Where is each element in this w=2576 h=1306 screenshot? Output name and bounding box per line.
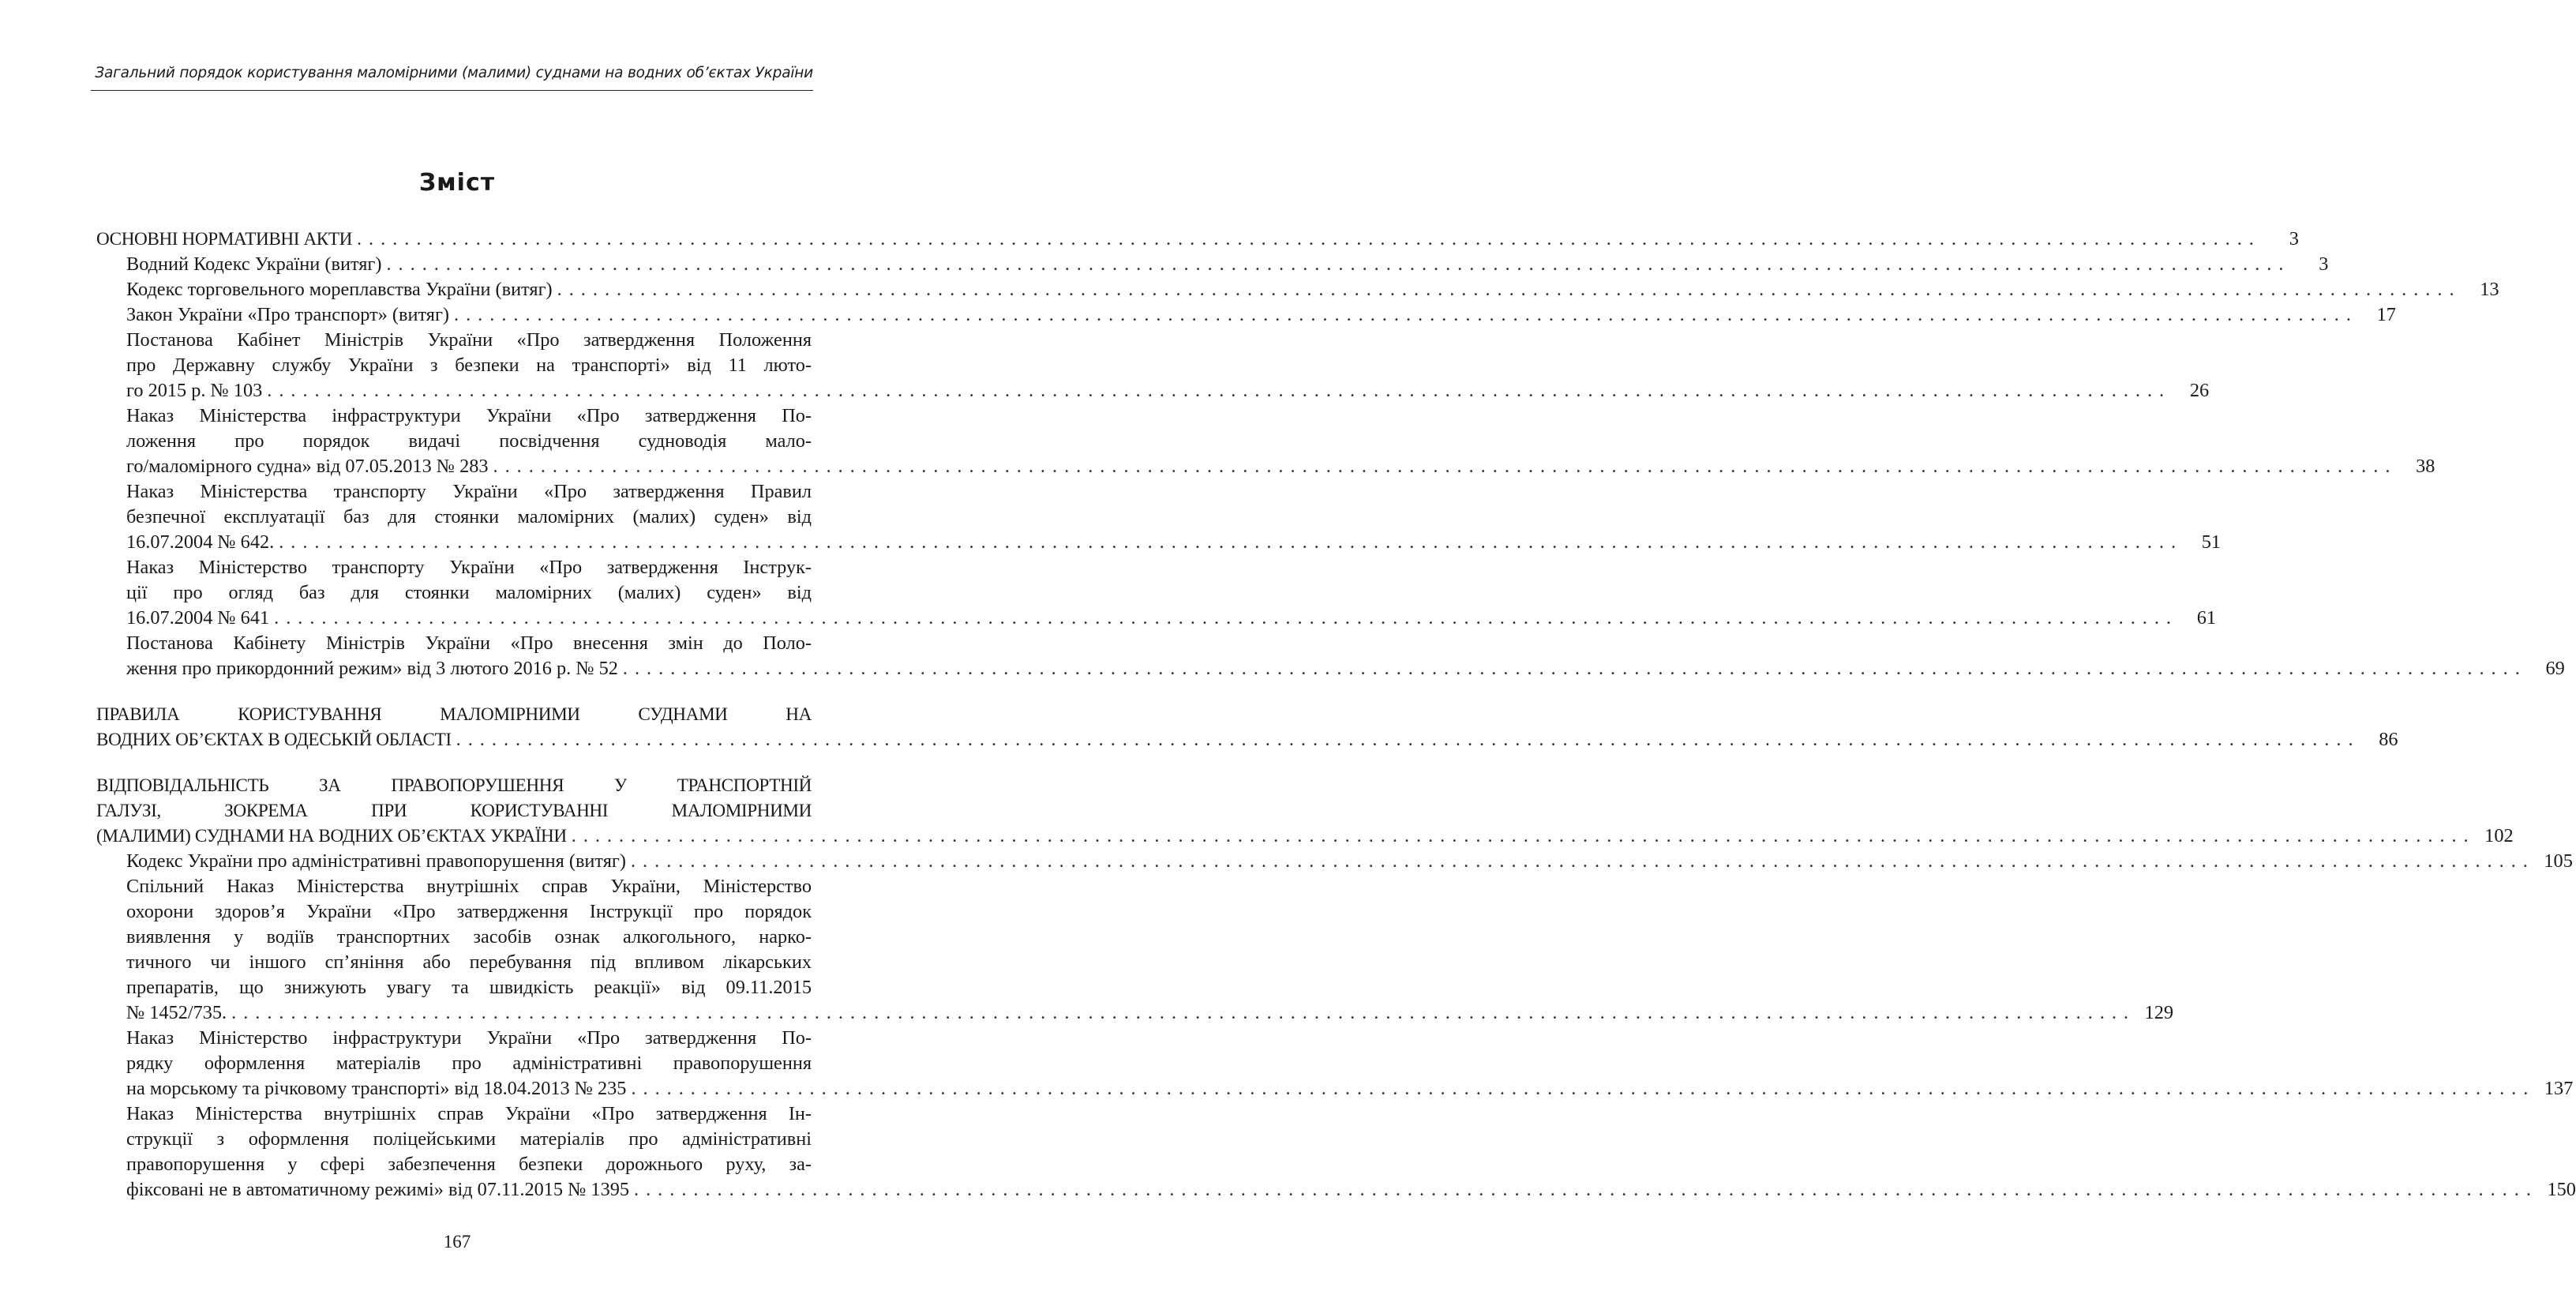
- toc-entry-line: ложення про порядок видачі посвідчення судноводія мало-: [126, 430, 812, 452]
- toc-entry-line: Наказ Міністерства внутрішніх справ України «Про затвердження Ін-: [126, 1103, 812, 1124]
- toc-page-number: 129: [2144, 1002, 2173, 1023]
- toc-entry-line: ГАЛУЗІ, ЗОКРЕМА ПРИ КОРИСТУВАННІ МАЛОМІРНИМИ: [96, 801, 812, 821]
- toc-entry: [126, 1026, 2574, 1101]
- toc-entry-last-line: [126, 1000, 2173, 1026]
- toc-entry: [126, 1101, 2576, 1203]
- toc-page-number: 3: [2289, 228, 2299, 250]
- toc-entry-text: на морському та річковому транспорті» від 18.04.2013 № 235: [126, 1078, 627, 1099]
- dot-leader: ................................................................................................................................................................: [557, 279, 2462, 300]
- dot-leader: ................................................................................................................................................................: [456, 729, 2360, 750]
- dot-leader: ................................................................................................................................................................: [231, 1002, 2135, 1023]
- toc-entry-last-line: [126, 454, 2435, 479]
- toc-entry-text: го/маломірного судна» від 07.05.2013 № 283: [126, 456, 489, 477]
- toc-entry: [96, 773, 2514, 849]
- toc-page-number: 26: [2189, 380, 2210, 401]
- dot-leader: ................................................................................................................................................................: [631, 1078, 2536, 1099]
- running-header: Загальний порядок користування маломірними (малими) суднами на водних об’єктах України: [95, 65, 813, 81]
- toc-entry: [126, 555, 2216, 631]
- toc-entry-text: ВОДНИХ ОБ’ЄКТАХ В ОДЕСЬКІЙ ОБЛАСТІ: [96, 730, 452, 750]
- toc-entry-text: 16.07.2004 № 642.: [126, 531, 275, 553]
- toc-entry-text: го 2015 р. № 103: [126, 380, 263, 401]
- toc-entry-last-line: [126, 530, 2222, 555]
- toc-page-number: 137: [2544, 1078, 2574, 1099]
- toc-entry: [96, 227, 2299, 252]
- toc-entry-line: Наказ Міністерство інфраструктури України «Про затвердження По-: [126, 1027, 812, 1049]
- toc-entry-last-line: [126, 1076, 2574, 1101]
- toc-page-number: 105: [2544, 850, 2573, 872]
- dot-leader: ................................................................................................................................................................: [493, 456, 2398, 477]
- toc-page-number: 51: [2201, 531, 2222, 553]
- toc-entry-text: Кодекс України про адміністративні правопорушення (витяг): [126, 850, 626, 872]
- toc-entry-line: про Державну службу України з безпеки на транспорті» від 11 люто-: [126, 355, 812, 376]
- page-number: 167: [443, 1232, 471, 1252]
- toc-entry-last-line: [126, 277, 2499, 302]
- toc-entry: [126, 874, 2173, 1026]
- toc-entry-last-line: [96, 227, 2299, 252]
- toc-entry-text: Водний Кодекс України (витяг): [126, 253, 382, 275]
- toc-entry-text: ОСНОВНІ НОРМАТИВНІ АКТИ: [96, 229, 352, 250]
- toc-entry: [126, 849, 2573, 874]
- toc-entry-text: Закон України «Про транспорт» (витяг): [126, 304, 450, 325]
- toc-page-number: 150: [2547, 1179, 2576, 1200]
- toc-page-number: 86: [2379, 729, 2398, 750]
- toc-entry-text: фіксовані не в автоматичному режимі» від 07.11.2015 № 1395: [126, 1179, 630, 1200]
- toc-entry-last-line: [126, 252, 2329, 277]
- toc-entry-last-line: [126, 656, 2565, 681]
- header-rule: [91, 90, 813, 91]
- toc-page-number: 61: [2196, 607, 2216, 629]
- toc-entry-last-line: [126, 1177, 2576, 1203]
- toc-entry-line: Наказ Міністерство транспорту України «Про затвердження Інструк-: [126, 557, 812, 578]
- toc-entry-line: безпечної експлуатації баз для стоянки маломірних (малих) суден» від: [126, 506, 812, 527]
- toc-entry-line: Наказ Міністерства інфраструктури України «Про затвердження По-: [126, 405, 812, 426]
- toc-entry-line: ВІДПОВІДАЛЬНІСТЬ ЗА ПРАВОПОРУШЕННЯ У ТРАНСПОРТНІЙ: [96, 775, 812, 796]
- dot-leader: ................................................................................................................................................................: [622, 658, 2527, 679]
- dot-leader: ................................................................................................................................................................: [571, 825, 2476, 846]
- toc-entry-last-line: [126, 606, 2216, 631]
- toc-entry-line: охорони здоров’я України «Про затвердження Інструкції про порядок: [126, 901, 812, 922]
- toc-entry-last-line: [126, 378, 2210, 403]
- toc-entry-line: Постанова Кабінету Міністрів України «Про внесення змін до Поло-: [126, 632, 812, 654]
- toc-entry: [126, 252, 2329, 277]
- toc-entry: [126, 277, 2499, 302]
- dot-leader: ................................................................................................................................................................: [454, 304, 2358, 325]
- toc-entry: [96, 702, 2398, 752]
- toc-entry: [126, 403, 2435, 479]
- toc-entry-line: Наказ Міністерства транспорту України «Про затвердження Правил: [126, 481, 812, 502]
- toc-page-number: 102: [2484, 825, 2514, 846]
- toc-entry-last-line: [126, 302, 2396, 328]
- toc-page-number: 3: [2319, 253, 2329, 275]
- toc-entry-line: Постанова Кабінет Міністрів України «Про затвердження Положення: [126, 329, 812, 351]
- toc-entry-last-line: [126, 849, 2573, 874]
- toc-entry-line: струкції з оформлення поліцейськими матеріалів про адміністративні: [126, 1128, 812, 1150]
- toc-entry: [126, 328, 2210, 403]
- toc-entry-text: ження про прикордонний режим» від 3 лютого 2016 р. № 52: [126, 658, 618, 679]
- dot-leader: ................................................................................................................................................................: [274, 607, 2178, 629]
- dot-leader: ................................................................................................................................................................: [267, 380, 2172, 401]
- toc-entry-line: Спільний Наказ Міністерства внутрішніх справ України, Міністерство: [126, 876, 812, 897]
- toc-entry-line: ції про огляд баз для стоянки маломірних (малих) суден» від: [126, 582, 812, 603]
- toc-page-number: 69: [2545, 658, 2565, 679]
- page-title: Зміст: [418, 169, 496, 197]
- toc-entry: [126, 479, 2222, 555]
- toc-entry-text: 16.07.2004 № 641: [126, 607, 270, 629]
- toc-entry-last-line: [96, 727, 2398, 752]
- toc-page-number: 17: [2376, 304, 2396, 325]
- toc-entry: [126, 302, 2396, 328]
- dot-leader: ................................................................................................................................................................: [386, 253, 2291, 275]
- toc-entry-line: рядку оформлення матеріалів про адміністративні правопорушення: [126, 1053, 812, 1074]
- toc-entry-line: тичного чи іншого сп’яніння або перебування під впливом лікарських: [126, 951, 812, 973]
- table-of-contents: [96, 227, 2576, 1203]
- toc-entry-line: ПРАВИЛА КОРИСТУВАННЯ МАЛОМІРНИМИ СУДНАМИ НА: [96, 704, 812, 725]
- toc-entry: [126, 631, 2565, 681]
- toc-entry-text: Кодекс торговельного мореплавства України (витяг): [126, 279, 553, 300]
- toc-entry-line: правопорушення у сфері забезпечення безпеки дорожнього руху, за-: [126, 1154, 812, 1175]
- dot-leader: ................................................................................................................................................................: [356, 228, 2261, 250]
- toc-entry-line: препаратів, що знижують увагу та швидкість реакції» від 09.11.2015: [126, 977, 812, 998]
- dot-leader: ................................................................................................................................................................: [634, 1179, 2538, 1200]
- toc-entry-text: (МАЛИМИ) СУДНАМИ НА ВОДНИХ ОБ’ЄКТАХ УКРАЇНИ: [96, 826, 567, 846]
- toc-entry-line: виявлення у водіїв транспортних засобів ознак алкогольного, нарко-: [126, 926, 812, 948]
- toc-entry-last-line: [96, 824, 2514, 849]
- dot-leader: ................................................................................................................................................................: [279, 531, 2184, 553]
- toc-page-number: 38: [2416, 456, 2435, 477]
- dot-leader: ................................................................................................................................................................: [630, 850, 2535, 872]
- toc-page-number: 13: [2480, 279, 2499, 300]
- toc-entry-text: № 1452/735.: [126, 1002, 227, 1023]
